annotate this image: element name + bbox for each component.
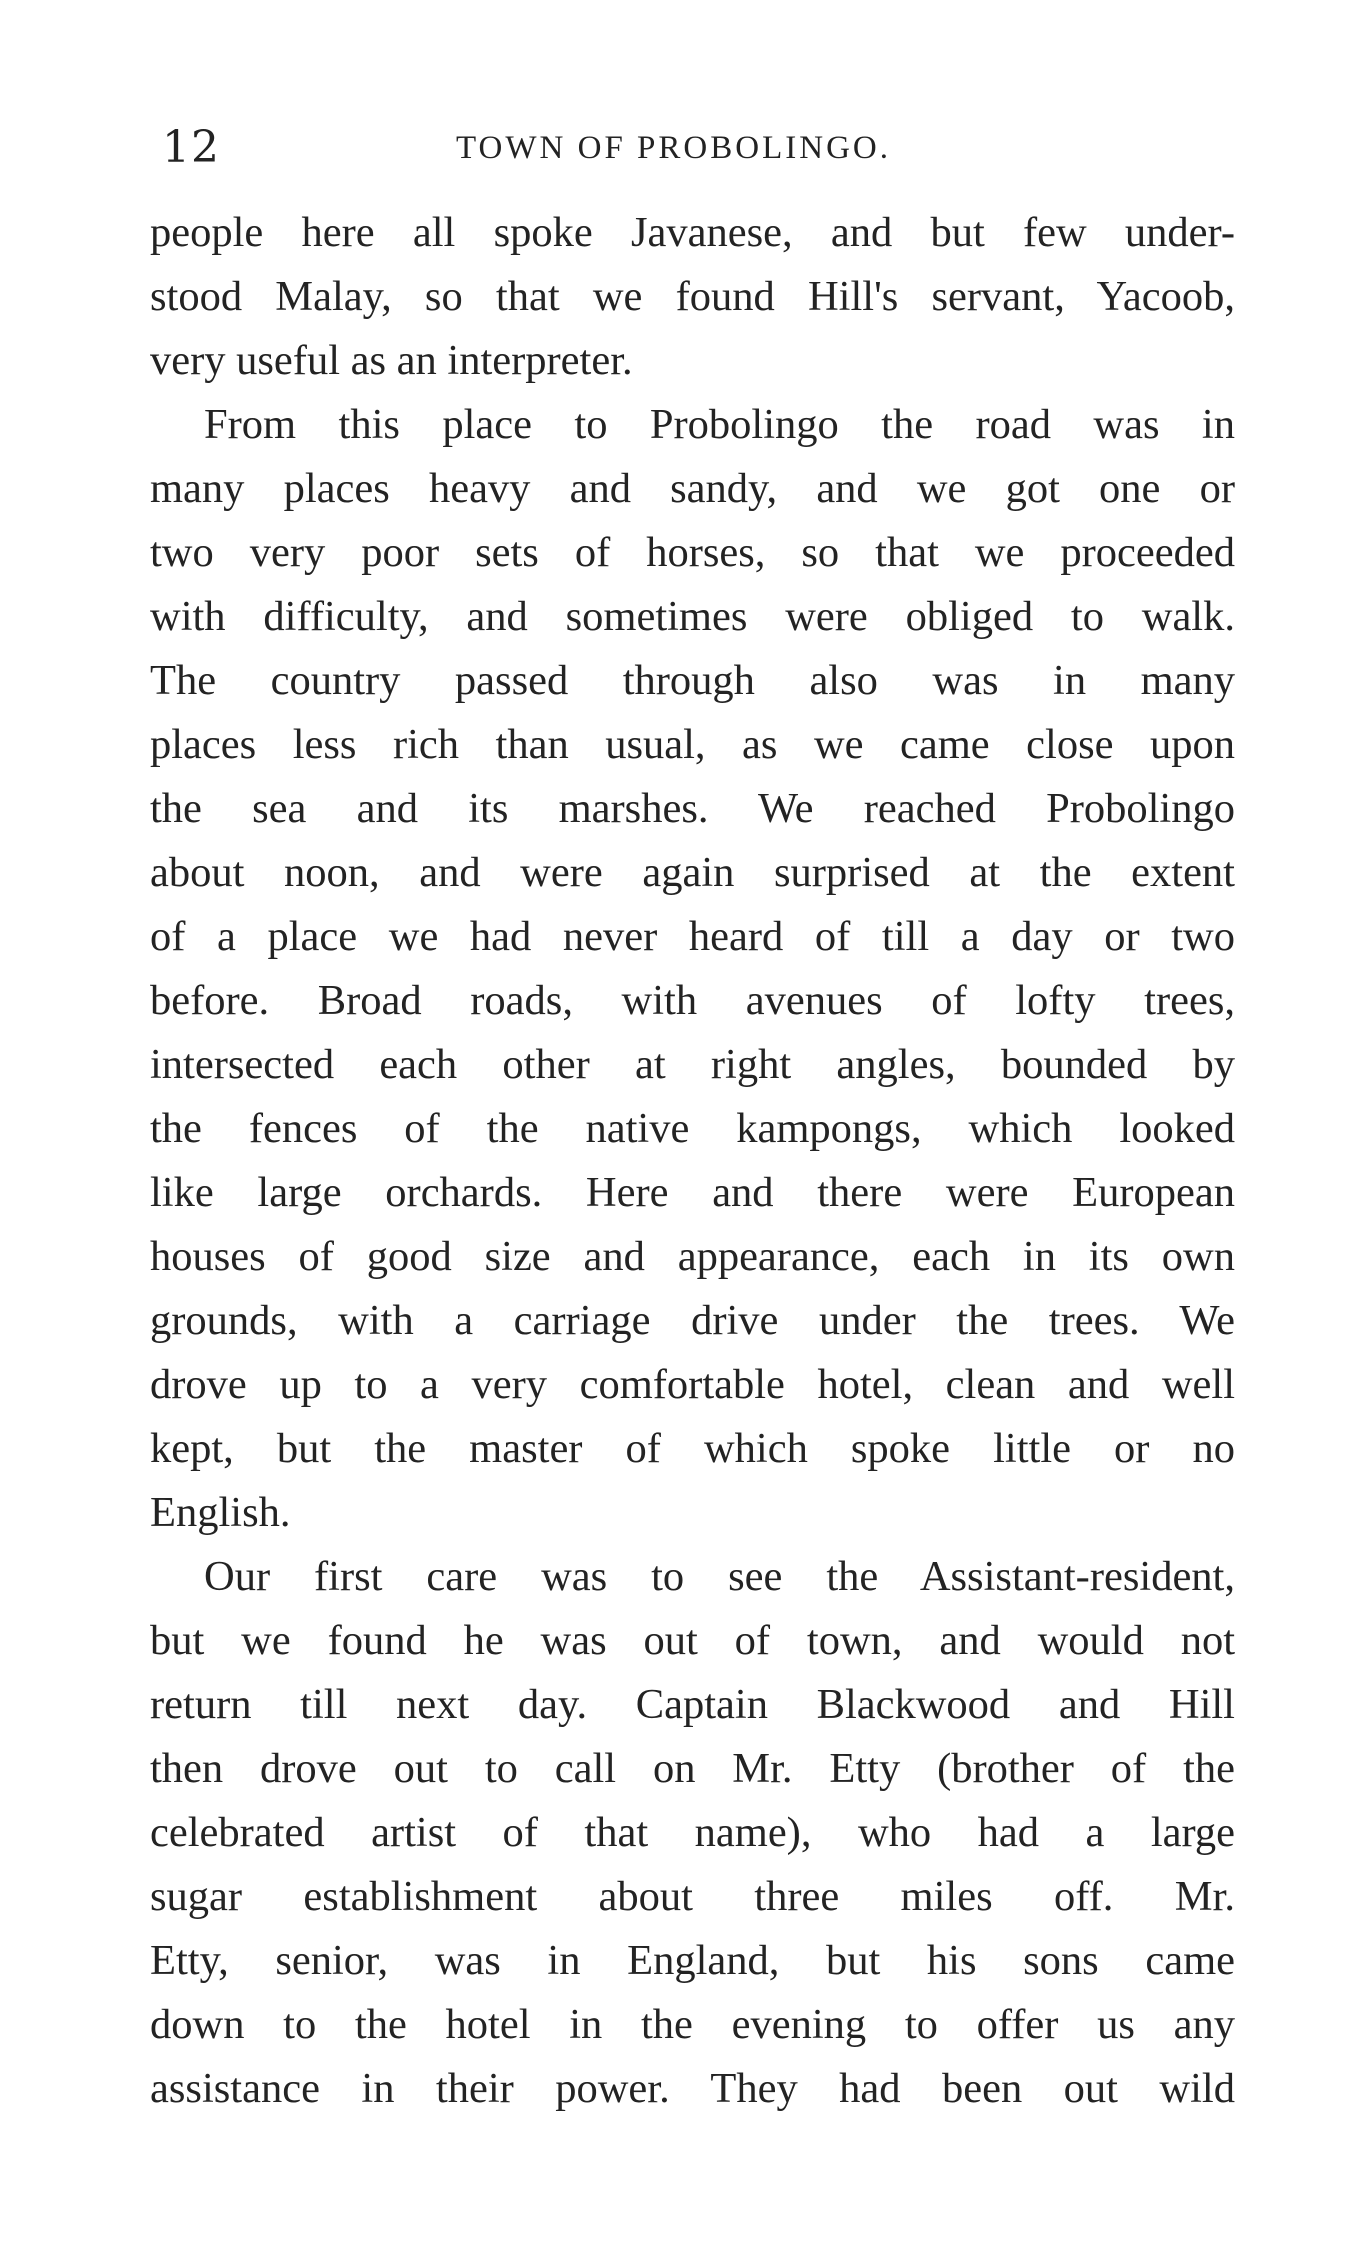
running-head: [150, 118, 1230, 178]
running-title: TOWN OF PROBOLINGO.: [456, 130, 891, 166]
page-number: 12: [162, 122, 220, 173]
text-line: before. Broad roads, with avenues of lofty trees,: [150, 977, 1235, 1024]
text-line: return till next day. Captain Blackwood and Hill: [150, 1681, 1235, 1728]
text-line: the fences of the native kampongs, which looked: [150, 1105, 1235, 1152]
text-line: Our first care was to see the Assistant-resident,: [204, 1553, 1235, 1600]
text-line: very useful as an interpreter.: [150, 337, 633, 384]
text-line: grounds, with a carriage drive under the trees. We: [150, 1297, 1235, 1344]
text-line: sugar establishment about three miles off. Mr.: [150, 1873, 1235, 1920]
text-line: then drove out to call on Mr. Etty (brother of the: [150, 1745, 1235, 1792]
text-line: English.: [150, 1489, 291, 1536]
text-line: many places heavy and sandy, and we got one or: [150, 465, 1235, 512]
text-line: houses of good size and appearance, each in its own: [150, 1233, 1235, 1280]
text-line: with difficulty, and sometimes were obliged to walk.: [150, 593, 1235, 640]
text-line: intersected each other at right angles, bounded by: [150, 1041, 1235, 1088]
text-line: celebrated artist of that name), who had a large: [150, 1809, 1235, 1856]
text-line: Etty, senior, was in England, but his sons came: [150, 1937, 1235, 1984]
text-line: but we found he was out of town, and would not: [150, 1617, 1235, 1664]
text-line: drove up to a very comfortable hotel, clean and well: [150, 1361, 1235, 1408]
text-line: two very poor sets of horses, so that we proceeded: [150, 529, 1235, 576]
text-line: the sea and its marshes. We reached Probolingo: [150, 785, 1235, 832]
text-line: assistance in their power. They had been out wild: [150, 2065, 1235, 2112]
text-line: people here all spoke Javanese, and but few under-: [150, 209, 1235, 256]
text-line: From this place to Probolingo the road was in: [204, 401, 1235, 448]
text-line: places less rich than usual, as we came close upon: [150, 721, 1235, 768]
text-line: down to the hotel in the evening to offer us any: [150, 2001, 1235, 2048]
text-line: kept, but the master of which spoke little or no: [150, 1425, 1235, 1472]
text-line: stood Malay, so that we found Hill's servant, Yacoob,: [150, 273, 1235, 320]
text-line: of a place we had never heard of till a day or two: [150, 913, 1235, 960]
text-line: like large orchards. Here and there were European: [150, 1169, 1235, 1216]
text-line: The country passed through also was in many: [150, 657, 1235, 704]
body-text: [150, 201, 1235, 2121]
text-line: about noon, and were again surprised at the extent: [150, 849, 1235, 896]
